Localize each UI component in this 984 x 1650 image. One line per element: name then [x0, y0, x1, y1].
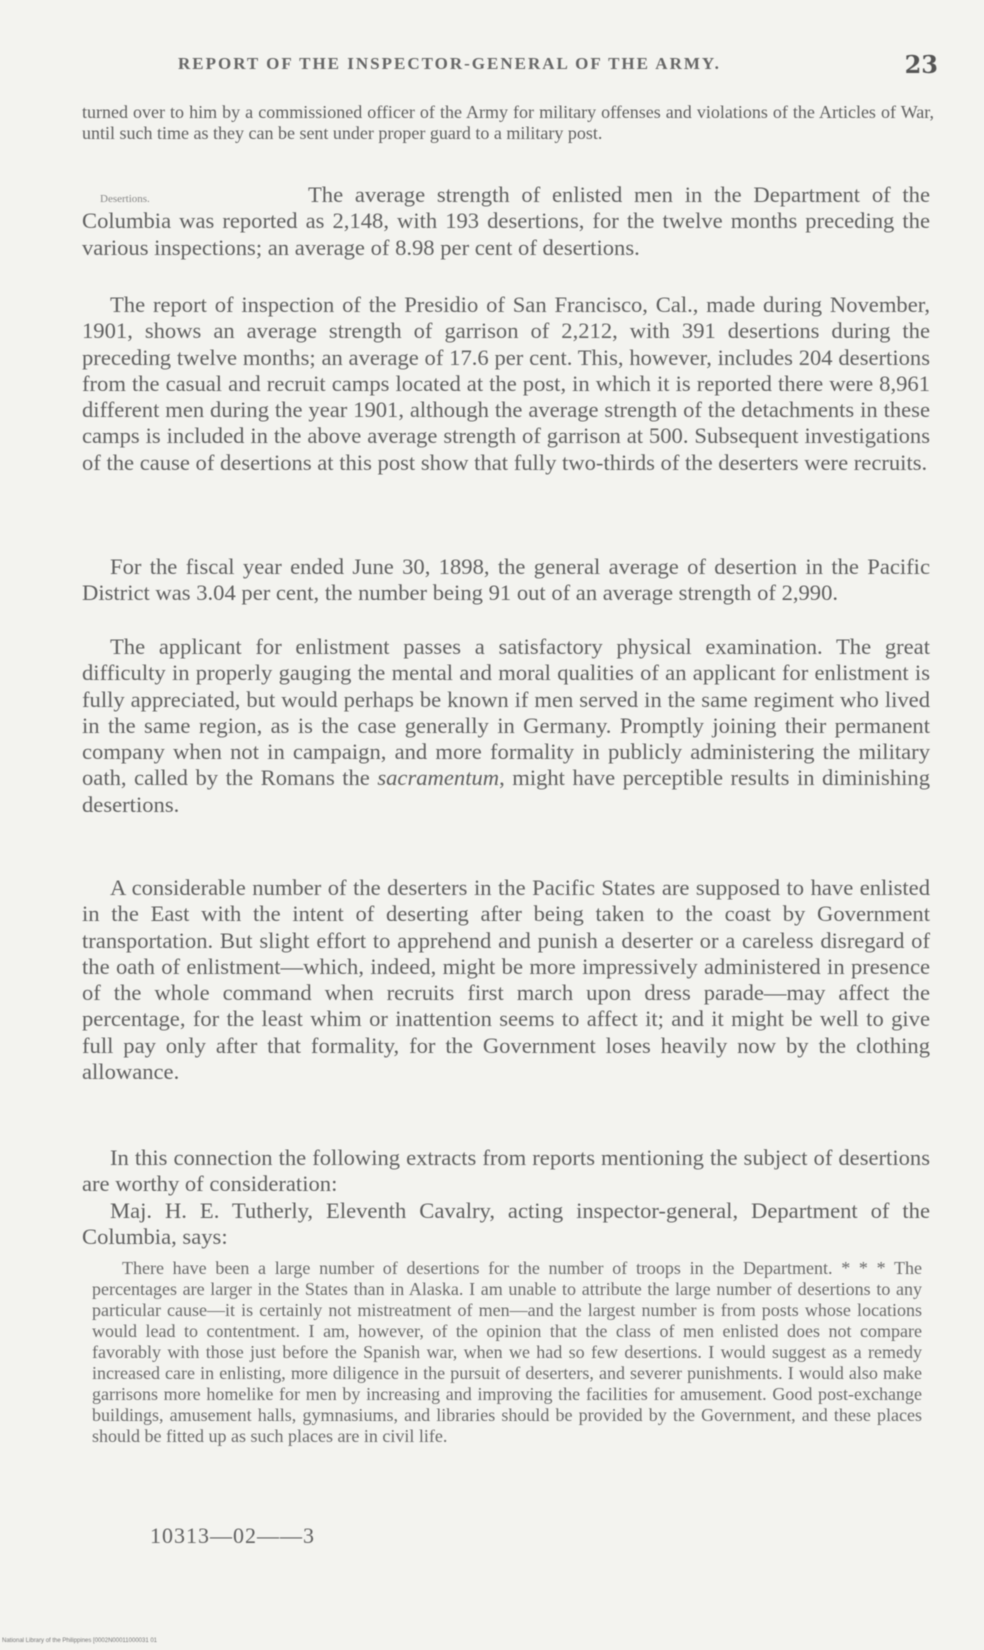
- page-header: [178, 50, 938, 80]
- italic-sacramentum: sacramentum: [377, 765, 500, 791]
- scan-credit-line: National Library of the Philippines [0002N00011000031 01: [2, 1638, 158, 1644]
- paragraph-pacific-deserters: A considerable number of the deserters in the Pacific States are supposed to have enlisted in the East with the intent of deserting after being taken to the coast by Government transportation. But slight effort to apprehend and punish a deserter or a careless disregard of the oath of enlistment—which, indeed, might be more impressively administered in presence of the whole command when recruits first march upon dress parade—may affect the percentage, for the least whim or inattention seems to affect it; and it might be well to give full pay only after that formality, for the Government loses heavily now by the clothing allowance.: [82, 875, 930, 1085]
- side-note-desertions: Desertions.: [100, 193, 150, 205]
- continuation-paragraph: turned over to him by a commissioned officer of the Army for military offenses and violations of the Articles of War, until such time as they can be sent under proper guard to a military post.: [82, 102, 934, 143]
- block-quote: There have been a large number of desertions for the number of troops in the Department. * * * The percentages are larger in the States than in Alaska. I am unable to attribute the large number of desertions to any particular cause—it is certainly not mistreatment of men—and the largest number is from posts whose locations would lead to contentment. I am, however, of the opinion that the class of men enlisted does not compare favorably with those just before the Spanish war, when we had so few desertions. I would suggest as a remedy increased care in enlisting, more diligence in the pursuit of deserters, and severer punishments. I would also make garrisons more homelike for men by increasing and improving the facilities for amusement. Good post-exchange buildings, amusement halls, gymnasiums, and libraries should be provided by the Government, and these places should be fitted up as such places are in civil life.: [92, 1258, 922, 1446]
- paragraph-fiscal-year: For the fiscal year ended June 30, 1898, the general average of desertion in the Pacific District was 3.04 per cent, the number being 91 out of an average strength of 2,990.: [82, 554, 930, 606]
- paragraph-average-strength: The average strength of enlisted men in the Department of the Columbia was reported as 2,148, with 193 desertions, for the twelve months preceding the various inspections; an average of 8.98 per cent of desertions.: [82, 182, 930, 260]
- paragraph-extracts-intro: In this connection the following extracts from reports mentioning the subject of desertions are worthy of consideration:: [82, 1145, 930, 1197]
- paragraph-enlistment-text: The applicant for enlistment passes a satisfactory physical examination. The great difficulty in properly gauging the mental and moral qualities of an applicant for enlistment is fully appreciated, but would perhaps be known if men served in the same regiment who lived in the same region, as is the case generally in Germany. Promptly joining their permanent company when not in campaign, and more formality in publicly administering the military oath, called by the Romans the: [82, 634, 930, 791]
- paragraph-presidio-report: The report of inspection of the Presidio of San Francisco, Cal., made during November, 1901, shows an average strength of garrison of 2,212, with 391 desertions during the preceding twelve months; an average of 17.6 per cent. This, however, includes 204 desertions from the casual and recruit camps located at the post, in which it is reported there were 8,961 different men during the year 1901, although the average strength of the detachments in these camps is included in the above average strength of garrison at 500. Subsequent investigations of the cause of desertions at this post show that fully two-thirds of the deserters were recruits.: [82, 292, 930, 475]
- signature-mark: 10313—02——3: [150, 1523, 315, 1548]
- page-number: 23: [904, 50, 938, 79]
- running-head: REPORT OF THE INSPECTOR-GENERAL OF THE ARMY.: [178, 54, 721, 73]
- paragraph-enlistment: [82, 634, 930, 818]
- paragraph-enlistment-end: , might have perceptible results in diminishing desertions.: [82, 765, 930, 817]
- paragraph-tutherly: Maj. H. E. Tutherly, Eleventh Cavalry, acting inspector-general, Department of the Columbia, says:: [82, 1198, 930, 1250]
